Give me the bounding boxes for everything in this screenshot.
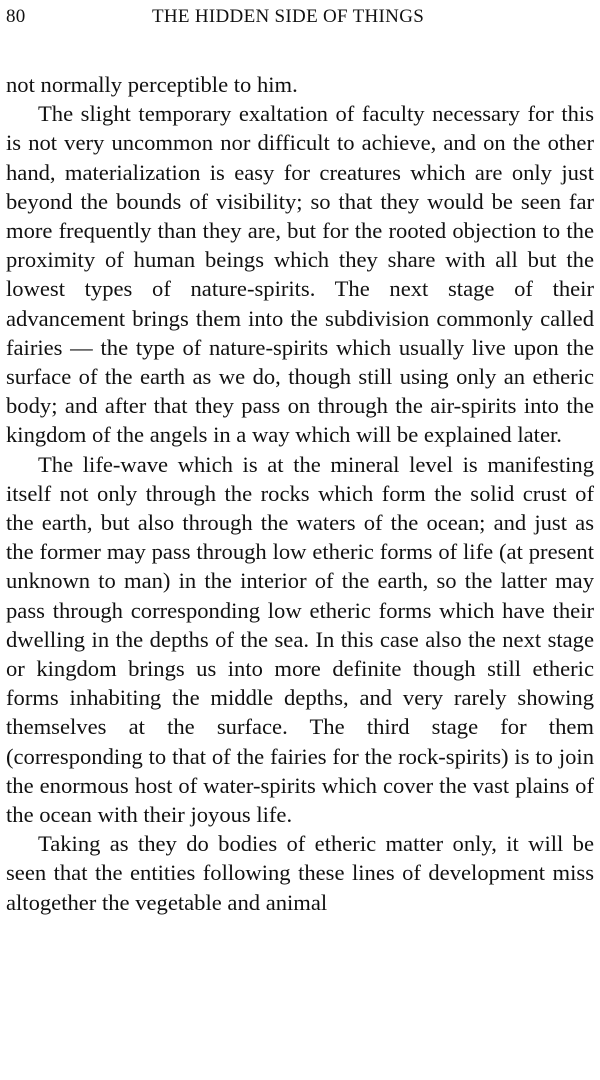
page-number: 80 bbox=[6, 6, 26, 27]
paragraph: The life-wave which is at the mineral level is manifesting itself not only through the rocks which form the solid crust of the earth, but also through the waters of the ocean; and just as the former may pass through low etheric forms of life (at present unknown to man) in the interior of the earth, so the latter may pass through corresponding low etheric forms which have their dwelling in the depths of the sea. In this case also the next stage or kingdom brings us into more definite though still etheric forms inhabiting the middle depths, and very rarely showing themselves at the surface. The third stage for them (corresponding to that of the fairies for the rock-spirits) is to join the enormous host of water-spirits which cover the vast plains of the ocean with their joyous life. bbox=[6, 451, 594, 828]
page-header bbox=[6, 6, 594, 36]
paragraph: The slight temporary exaltation of faculty necessary for this is not very uncommon nor difficult to achieve, and on the other hand, materialization is easy for creatures which are only just beyond the bounds of visibility; so that they would be seen far more frequently than they are, but for the rooted objection to the proximity of human beings which they share with all but the lowest types of nature-spirits. The next stage of their advancement brings them into the subdivision commonly called fairies — the type of nature-spirits which usually live upon the surface of the earth as we do, though still using only an etheric body; and after that they pass on through the air-spirits into the kingdom of the angels in a way which will be explained later. bbox=[6, 101, 594, 448]
paragraph-continued: not normally perceptible to him. bbox=[6, 72, 298, 97]
body-text bbox=[6, 70, 594, 917]
running-title: THE HIDDEN SIDE OF THINGS bbox=[152, 6, 425, 27]
paragraph: Taking as they do bodies of etheric matter only, it will be seen that the entities following these lines of development miss altogether the vegetable and animal bbox=[6, 831, 594, 915]
